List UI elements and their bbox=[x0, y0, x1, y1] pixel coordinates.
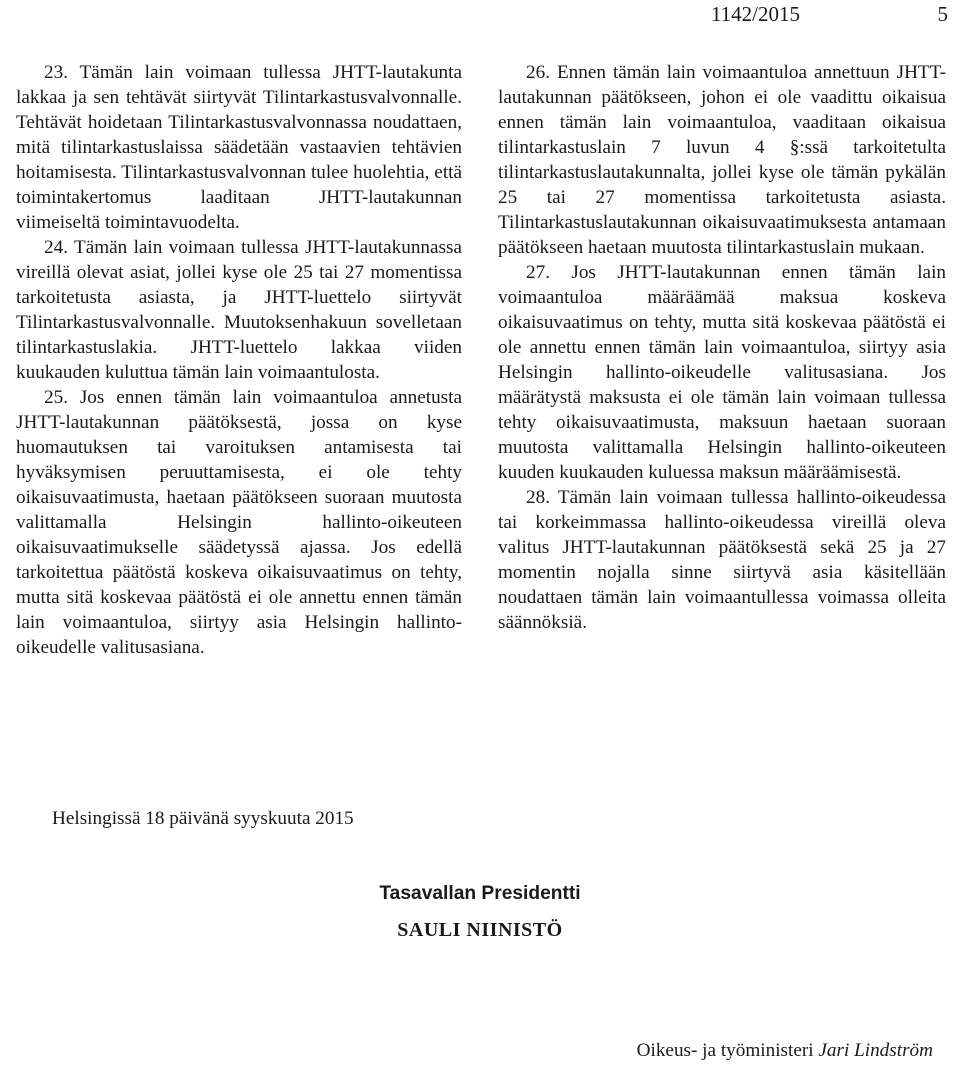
paragraph-23: 23. Tämän lain voimaan tullessa JHTT-lautakunta lakkaa ja sen tehtävät siirtyvät Tilintarkastusvalvonnalle. Tehtävät hoidetaan Tilintarkastusvalvonnassa noudattaen, mitä tilintarkastuslaissa säädetään vastaavien tehtävien hoitamisesta. Tilintarkastusvalvonnan tulee huolehtia, että toimintakertomus laaditaan JHTT-lautakunnan viimeiseltä toimintavuodelta. bbox=[16, 62, 462, 233]
president-title: Tasavallan Presidentti bbox=[379, 883, 581, 904]
minister-signature bbox=[637, 1038, 933, 1063]
page-header bbox=[0, 0, 960, 28]
paragraph-24: 24. Tämän lain voimaan tullessa JHTT-lautakunnassa vireillä olevat asiat, jollei kyse ole 25 tai 27 momentissa tarkoitetusta asiasta, ja JHTT-luettelo siirtyvät Tilintarkastusvalvonnalle. Muutoksenhakuun sovelletaan tilintarkastuslakia. JHTT-luettelo lakkaa viiden kuukauden kuluttua tämän lain voimaantulosta. bbox=[16, 237, 462, 383]
right-column bbox=[498, 60, 946, 635]
paragraph-25: 25. Jos ennen tämän lain voimaantuloa annetusta JHTT-lautakunnan päätöksestä, jossa on kyse huomautuksen tai varoituksen antamisesta tai hyväksymisen peruuttamisesta, ei ole tehty oikaisuvaatimusta, haetaan päätökseen suoraan muutosta valittamalla Helsingin hallinto-oikeuteen oikaisuvaatimukselle säädetyssä ajassa. Jos edellä tarkoitettua päätöstä koskeva oikaisuvaatimus on tehty, mutta sitä koskevaa päätöstä ei ole annettu ennen tämän lain voimaantuloa, siirtyy asia Helsingin hallinto-oikeudelle valitusasiana. bbox=[16, 387, 462, 658]
document-number: 1142/2015 bbox=[710, 2, 800, 26]
paragraph-27: 27. Jos JHTT-lautakunnan ennen tämän lain voimaantuloa määräämää maksua koskeva oikaisuvaatimus on tehty, mutta sitä koskevaa päätöstä ei ole annettu ennen tämän lain voimaantuloa, siirtyy asia Helsingin hallinto-oikeudelle valitusasiana. Jos määrätystä maksusta ei ole tämän lain voimaan tullessa tehty oikaisuvaatimusta, maksuun haetaan suoraan muutosta valittamalla Helsingin hallinto-oikeuteen kuuden kuukauden kuluessa maksun määräämisestä. bbox=[498, 262, 946, 483]
president-name: SAULI NIINISTÖ bbox=[397, 919, 563, 941]
left-column bbox=[16, 60, 462, 660]
paragraph-28: 28. Tämän lain voimaan tullessa hallinto-oikeudessa tai korkeimmassa hallinto-oikeudessa vireillä oleva valitus JHTT-lautakunnan päätöksestä sekä 25 ja 27 momentin nojalla sinne siirtyvä asia käsitellään noudattaen tämän lain voimaantullessa voimassa olleita säännöksiä. bbox=[498, 487, 946, 633]
page-number: 5 bbox=[937, 2, 948, 26]
minister-name: Jari Lindström bbox=[818, 1040, 933, 1061]
minister-title: Oikeus- ja työministeri bbox=[636, 1040, 814, 1061]
place-and-date: Helsingissä 18 päivänä syyskuuta 2015 bbox=[52, 808, 354, 829]
paragraph-26: 26. Ennen tämän lain voimaantuloa annettuun JHTT-lautakunnan päätökseen, johon ei ole vaadittu oikaisua ennen tämän lain voimaantuloa, vaaditaan oikaisua tilintarkastuslain 7 luvun 4 §:ssä tarkoitetulta tilintarkastuslautakunnalta, jollei kyse ole tämän pykälän 25 tai 27 momentissa tarkoitetusta asiasta. Tilintarkastuslautakunnan oikaisuvaatimuksesta antamaan päätökseen haetaan muutosta tilintarkastuslain mukaan. bbox=[498, 62, 946, 258]
